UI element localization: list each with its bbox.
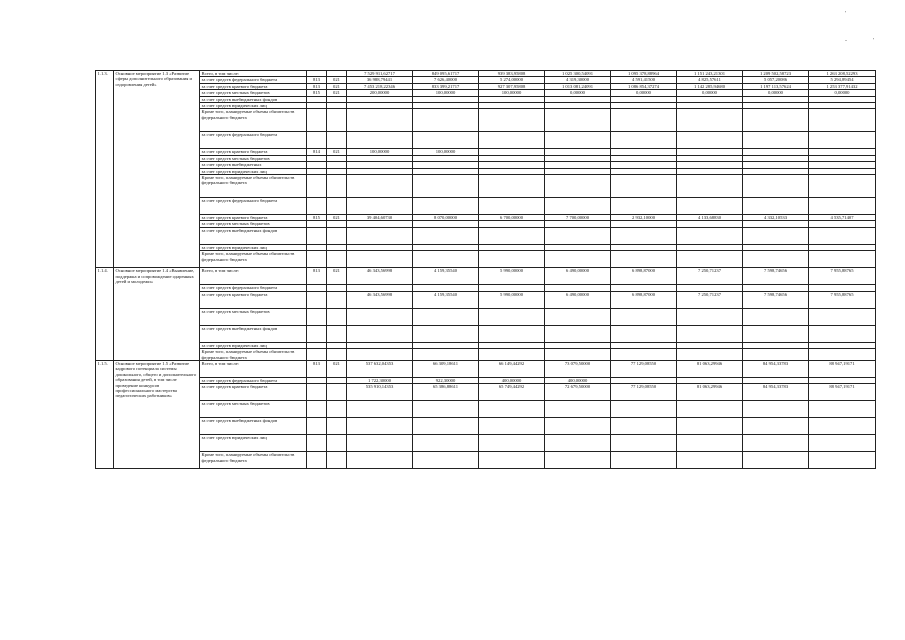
- funding-source-label: Кроме того, планируемые объемы обязательств федерального бюджета: [200, 452, 307, 469]
- amount-cell: [545, 132, 611, 149]
- amount-cell: [479, 198, 545, 215]
- amount-cell: [479, 452, 545, 469]
- page-mark-3: -: [845, 38, 847, 44]
- rz-code: [327, 132, 347, 149]
- table-row: [96, 360, 876, 377]
- amount-cell: [413, 175, 479, 198]
- amount-cell: [347, 132, 413, 149]
- section-number: 1.1.5.: [96, 360, 114, 468]
- amount-cell: 4 591,41500: [611, 77, 677, 83]
- amount-cell: [347, 401, 413, 418]
- amount-cell: [677, 325, 743, 342]
- amount-cell: 7 955,88765: [809, 268, 876, 285]
- amount-cell: [479, 227, 545, 244]
- amount-cell: 7 250,71237: [677, 268, 743, 285]
- rz-code: [327, 227, 347, 244]
- amount-cell: 7 598,74656: [743, 268, 809, 285]
- grbs-code: [307, 435, 327, 452]
- amount-cell: 4 133,68830: [677, 215, 743, 221]
- grbs-code: 815: [307, 215, 327, 221]
- amount-cell: [413, 198, 479, 215]
- amount-cell: [545, 325, 611, 342]
- amount-cell: 39 404,60730: [347, 215, 413, 221]
- funding-source-label: за счет средств внебюджетных фондов: [200, 96, 307, 102]
- amount-cell: [743, 418, 809, 435]
- amount-cell: [479, 132, 545, 149]
- amount-cell: 6 898,87000: [611, 291, 677, 308]
- grbs-code: [307, 109, 327, 132]
- funding-source-label: Всего, в том числе:: [200, 268, 307, 285]
- amount-cell: [809, 435, 876, 452]
- amount-cell: [545, 435, 611, 452]
- amount-cell: 46 343,56998: [347, 268, 413, 285]
- amount-cell: [611, 251, 677, 268]
- funding-source-label: за счет средств местных бюджетов: [200, 155, 307, 161]
- amount-cell: [611, 452, 677, 469]
- funding-source-label: за счет средств юридических лиц: [200, 103, 307, 109]
- rz-code: [327, 452, 347, 469]
- amount-cell: [743, 132, 809, 149]
- amount-cell: 400,00000: [545, 377, 611, 383]
- rz-code: [327, 435, 347, 452]
- funding-source-label: за счет средств юридических лиц: [200, 168, 307, 174]
- amount-cell: [743, 325, 809, 342]
- funding-source-label: за счет средств местных бюджетов: [200, 401, 307, 418]
- amount-cell: [809, 227, 876, 244]
- funding-source-label: за счет средств краевого бюджета: [200, 149, 307, 155]
- rz-code: 021: [327, 149, 347, 155]
- funding-source-label: за счет средств краевого бюджета: [200, 291, 307, 308]
- grbs-code: [307, 349, 327, 361]
- amount-cell: [413, 227, 479, 244]
- amount-cell: 46 343,56998: [347, 291, 413, 308]
- amount-cell: [677, 452, 743, 469]
- rz-code: 021: [327, 77, 347, 83]
- table-row: [96, 401, 876, 418]
- amount-cell: [743, 227, 809, 244]
- funding-source-label: за счет средств федерального бюджета: [200, 377, 307, 383]
- amount-cell: [347, 175, 413, 198]
- amount-cell: [347, 109, 413, 132]
- amount-cell: [413, 401, 479, 418]
- amount-cell: [809, 308, 876, 325]
- funding-source-label: за счет средств местных бюджетов: [200, 221, 307, 227]
- amount-cell: [677, 418, 743, 435]
- funding-source-label: за счет средств внебюджетных фондов: [200, 418, 307, 435]
- amount-cell: 88 947,19171: [809, 384, 876, 401]
- amount-cell: [677, 198, 743, 215]
- amount-cell: [611, 401, 677, 418]
- amount-cell: [347, 227, 413, 244]
- amount-cell: [479, 418, 545, 435]
- amount-cell: [611, 435, 677, 452]
- amount-cell: [743, 435, 809, 452]
- amount-cell: [545, 401, 611, 418]
- amount-cell: 36 988,79441: [347, 77, 413, 83]
- amount-cell: 100,00000: [413, 149, 479, 155]
- funding-source-label: за счет средств краевого бюджета: [200, 83, 307, 89]
- amount-cell: 100,00000: [479, 90, 545, 96]
- amount-cell: 2 932,10000: [611, 215, 677, 221]
- amount-cell: [611, 175, 677, 198]
- table-row: [96, 227, 876, 244]
- grbs-code: [307, 325, 327, 342]
- amount-cell: 1 197 113,57624: [743, 83, 809, 89]
- amount-cell: 4 535,71407: [809, 215, 876, 221]
- amount-cell: 4 825,57611: [677, 77, 743, 83]
- amount-cell: [545, 251, 611, 268]
- amount-cell: 7 529 911,62717: [347, 71, 413, 77]
- amount-cell: 77 129,08550: [611, 360, 677, 377]
- amount-cell: 88 947,19171: [809, 360, 876, 377]
- table-row: [96, 325, 876, 342]
- amount-cell: [809, 198, 876, 215]
- section-number: 1.1.3.: [96, 71, 114, 268]
- amount-cell: 1 722,30000: [347, 377, 413, 383]
- amount-cell: [413, 109, 479, 132]
- funding-source-label: Кроме того, планируемые объемы обязательств федерального бюджета: [200, 109, 307, 132]
- amount-cell: [413, 308, 479, 325]
- amount-cell: [677, 175, 743, 198]
- amount-cell: 65 749,44292: [479, 384, 545, 401]
- amount-cell: 7 598,74656: [743, 291, 809, 308]
- section-title: Основное мероприятие 1.3 «Развитие сферы дополнительного образования и оздоровления детей»: [114, 71, 200, 268]
- funding-source-label: Кроме того, планируемые объемы обязательств федерального бюджета: [200, 251, 307, 268]
- rz-code: [327, 401, 347, 418]
- amount-cell: 66 149,44292: [479, 360, 545, 377]
- amount-cell: [479, 109, 545, 132]
- funding-source-label: Кроме того, планируемые объемы обязательств федерального бюджета: [200, 349, 307, 361]
- table-row: [96, 418, 876, 435]
- amount-cell: 833 399,21717: [413, 83, 479, 89]
- amount-cell: 5 057,20086: [743, 77, 809, 83]
- amount-cell: [809, 325, 876, 342]
- table-row: [96, 308, 876, 325]
- amount-cell: 849 095,61717: [413, 71, 479, 77]
- amount-cell: 200,00000: [347, 90, 413, 96]
- amount-cell: 81 063,29946: [677, 384, 743, 401]
- amount-cell: 4 319,30000: [545, 77, 611, 83]
- amount-cell: [677, 227, 743, 244]
- funding-source-label: за счет средств юридических лиц: [200, 342, 307, 348]
- amount-cell: [479, 435, 545, 452]
- amount-cell: 81 063,29946: [677, 360, 743, 377]
- amount-cell: [743, 175, 809, 198]
- amount-cell: [809, 132, 876, 149]
- amount-cell: [413, 349, 479, 361]
- table-row: [96, 384, 876, 401]
- amount-cell: [611, 308, 677, 325]
- funding-source-label: за счет средств юридических лиц: [200, 244, 307, 250]
- amount-cell: [677, 435, 743, 452]
- amount-cell: 1 095 378,88964: [611, 71, 677, 77]
- amount-cell: 1 013 081,24091: [545, 83, 611, 89]
- amount-cell: [545, 308, 611, 325]
- grbs-code: 813: [307, 77, 327, 83]
- amount-cell: [809, 401, 876, 418]
- amount-cell: 400,00000: [479, 377, 545, 383]
- amount-cell: 77 129,08550: [611, 384, 677, 401]
- table-row: [96, 268, 876, 285]
- table-row: [96, 349, 876, 361]
- amount-cell: 0,00000: [743, 90, 809, 96]
- funding-source-label: за счет средств внебюджетных: [200, 162, 307, 168]
- amount-cell: 1 142 285,94680: [677, 83, 743, 89]
- amount-cell: 1 086 854,37274: [611, 83, 677, 89]
- funding-source-label: за счет средств краевого бюджета: [200, 215, 307, 221]
- rz-code: [327, 308, 347, 325]
- amount-cell: [743, 308, 809, 325]
- amount-cell: 65 386,88611: [413, 384, 479, 401]
- amount-cell: [413, 418, 479, 435]
- amount-cell: 922,30000: [413, 377, 479, 383]
- amount-cell: [479, 251, 545, 268]
- amount-cell: [743, 198, 809, 215]
- grbs-code: [307, 401, 327, 418]
- section-title: Основное мероприятие 1.4 «Выявление, поддержка и сопровождение одаренных детей и молодежи»: [114, 268, 200, 361]
- funding-source-label: за счет средств внебюджетных фондов: [200, 325, 307, 342]
- rz-code: [327, 418, 347, 435]
- rz-code: [327, 349, 347, 361]
- amount-cell: [611, 325, 677, 342]
- grbs-code: [307, 418, 327, 435]
- amount-cell: 7 250,71237: [677, 291, 743, 308]
- funding-source-label: за счет средств федерального бюджета: [200, 77, 307, 83]
- amount-cell: [677, 308, 743, 325]
- funding-source-label: за счет средств местных бюджетов: [200, 308, 307, 325]
- grbs-code: 815: [307, 90, 327, 96]
- amount-cell: [743, 401, 809, 418]
- amount-cell: [479, 308, 545, 325]
- rz-code: [327, 291, 347, 308]
- amount-cell: 535 910,14353: [347, 384, 413, 401]
- rz-code: 021: [327, 90, 347, 96]
- budget-table: [95, 70, 876, 469]
- grbs-code: [307, 227, 327, 244]
- grbs-code: 813: [307, 268, 327, 285]
- page-mark-1: ': [845, 11, 847, 17]
- amount-cell: [743, 349, 809, 361]
- amount-cell: 1 151 243,21301: [677, 71, 743, 77]
- amount-cell: 100,00000: [413, 90, 479, 96]
- amount-cell: [743, 452, 809, 469]
- funding-source-label: за счет средств федерального бюджета: [200, 132, 307, 149]
- funding-source-label: Всего, в том числе:: [200, 71, 307, 77]
- amount-cell: 5 990,00000: [479, 291, 545, 308]
- amount-cell: 6 898,87000: [611, 268, 677, 285]
- amount-cell: [677, 109, 743, 132]
- funding-source-label: Всего, в том числе:: [200, 360, 307, 377]
- rz-code: [327, 251, 347, 268]
- amount-cell: [545, 175, 611, 198]
- funding-source-label: за счет средств краевого бюджета: [200, 384, 307, 401]
- amount-cell: [479, 401, 545, 418]
- funding-source-label: за счет средств юридических лиц: [200, 435, 307, 452]
- table-row: [96, 109, 876, 132]
- amount-cell: [413, 452, 479, 469]
- amount-cell: [347, 349, 413, 361]
- grbs-code: 813: [307, 83, 327, 89]
- amount-cell: [611, 109, 677, 132]
- amount-cell: [545, 198, 611, 215]
- funding-source-label: Кроме того, планируемые объемы обязательств федерального бюджета: [200, 175, 307, 198]
- amount-cell: 4 332,10533: [743, 215, 809, 221]
- amount-cell: 5 990,00000: [479, 268, 545, 285]
- amount-cell: [413, 325, 479, 342]
- grbs-code: [307, 132, 327, 149]
- amount-cell: [347, 452, 413, 469]
- amount-cell: 927 307,95808: [479, 83, 545, 89]
- amount-cell: [611, 418, 677, 435]
- amount-cell: 5 294,89454: [809, 77, 876, 83]
- amount-cell: [413, 251, 479, 268]
- amount-cell: [479, 325, 545, 342]
- amount-cell: [545, 452, 611, 469]
- amount-cell: 1 253 377,91432: [809, 83, 876, 89]
- amount-cell: [611, 227, 677, 244]
- page-mark-2: ': [873, 38, 875, 44]
- amount-cell: [743, 251, 809, 268]
- amount-cell: [545, 109, 611, 132]
- grbs-code: [307, 291, 327, 308]
- rz-code: 021: [327, 215, 347, 221]
- amount-cell: [809, 109, 876, 132]
- amount-cell: [611, 132, 677, 149]
- section-number: 1.1.4.: [96, 268, 114, 361]
- amount-cell: [809, 452, 876, 469]
- funding-source-label: за счет средств местных бюджетов: [200, 90, 307, 96]
- amount-cell: [611, 349, 677, 361]
- funding-source-label: за счет средств федерального бюджета: [200, 198, 307, 215]
- table-row: [96, 132, 876, 149]
- amount-cell: 7 700,00000: [545, 215, 611, 221]
- amount-cell: 6 700,00000: [479, 215, 545, 221]
- amount-cell: 1 209 502,58723: [743, 71, 809, 77]
- table-row: [96, 175, 876, 198]
- amount-cell: 939 383,95808: [479, 71, 545, 77]
- amount-cell: [413, 435, 479, 452]
- amount-cell: 0,00000: [677, 90, 743, 96]
- amount-cell: [347, 308, 413, 325]
- amount-cell: [677, 132, 743, 149]
- amount-cell: [347, 325, 413, 342]
- amount-cell: 8 070,00000: [413, 215, 479, 221]
- amount-cell: 66 309,18611: [413, 360, 479, 377]
- funding-source-label: за счет средств федерального бюджета: [200, 285, 307, 291]
- grbs-code: [307, 175, 327, 198]
- grbs-code: [307, 251, 327, 268]
- rz-code: [327, 198, 347, 215]
- amount-cell: [479, 175, 545, 198]
- amount-cell: 73 079,50000: [545, 360, 611, 377]
- grbs-code: [307, 198, 327, 215]
- section-title: Основное мероприятие 1.5 «Развитие кадрового потенциала системы дошкольного, общего и дополнительного образования детей, в том числе проведение конкурсов профессионального мастерства педагогических работников»: [114, 360, 200, 468]
- amount-cell: 6 490,00000: [545, 268, 611, 285]
- amount-cell: [347, 198, 413, 215]
- amount-cell: 72 679,50000: [545, 384, 611, 401]
- amount-cell: 1 025 300,54091: [545, 71, 611, 77]
- grbs-code: [307, 384, 327, 401]
- amount-cell: [809, 251, 876, 268]
- amount-cell: [347, 251, 413, 268]
- amount-cell: [545, 227, 611, 244]
- amount-cell: [809, 175, 876, 198]
- amount-cell: [347, 418, 413, 435]
- amount-cell: [413, 132, 479, 149]
- table-row: [96, 452, 876, 469]
- amount-cell: 0,00000: [611, 90, 677, 96]
- amount-cell: 84 954,33783: [743, 384, 809, 401]
- amount-cell: 6 490,00000: [545, 291, 611, 308]
- rz-code: [327, 384, 347, 401]
- amount-cell: [677, 251, 743, 268]
- amount-cell: [809, 349, 876, 361]
- amount-cell: 0,00000: [545, 90, 611, 96]
- grbs-code: 814: [307, 149, 327, 155]
- rz-code: 021: [327, 83, 347, 89]
- amount-cell: 0,00000: [809, 90, 876, 96]
- rz-code: [327, 109, 347, 132]
- amount-cell: [743, 109, 809, 132]
- rz-code: 021: [327, 360, 347, 377]
- table-row: [96, 251, 876, 268]
- amount-cell: 7 626,40000: [413, 77, 479, 83]
- amount-cell: 7 453 218,22346: [347, 83, 413, 89]
- table-row: [96, 435, 876, 452]
- amount-cell: [347, 435, 413, 452]
- amount-cell: [545, 349, 611, 361]
- table-row: [96, 198, 876, 215]
- amount-cell: [479, 349, 545, 361]
- amount-cell: 100,00000: [347, 149, 413, 155]
- amount-cell: 537 632,04353: [347, 360, 413, 377]
- amount-cell: [611, 198, 677, 215]
- amount-cell: 4 159,35540: [413, 268, 479, 285]
- amount-cell: 7 955,88765: [809, 291, 876, 308]
- funding-source-label: за счет средств внебюджетных фондов: [200, 227, 307, 244]
- amount-cell: 5 274,00000: [479, 77, 545, 83]
- amount-cell: 4 159,35540: [413, 291, 479, 308]
- amount-cell: [677, 349, 743, 361]
- amount-cell: [809, 418, 876, 435]
- table-row: [96, 291, 876, 308]
- grbs-code: 813: [307, 360, 327, 377]
- rz-code: [327, 175, 347, 198]
- grbs-code: [307, 452, 327, 469]
- rz-code: 021: [327, 268, 347, 285]
- amount-cell: [545, 418, 611, 435]
- amount-cell: [677, 401, 743, 418]
- amount-cell: 84 954,33783: [743, 360, 809, 377]
- grbs-code: [307, 308, 327, 325]
- amount-cell: 1 263 208,52293: [809, 71, 876, 77]
- rz-code: [327, 325, 347, 342]
